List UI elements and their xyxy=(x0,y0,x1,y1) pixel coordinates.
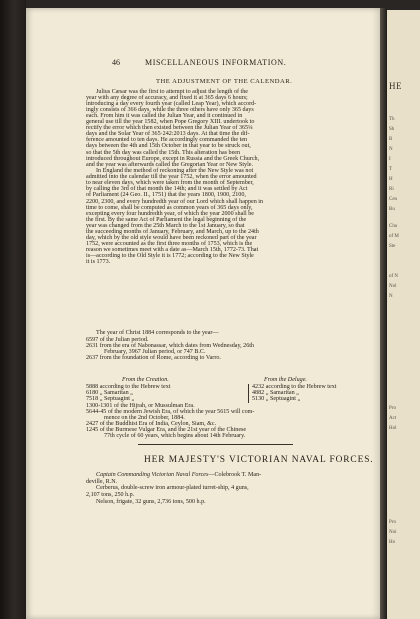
paragraph-line: each. From him it was called the Julian Year, and it continued in xyxy=(86,113,243,120)
deluge-row: 4232 according to the Hebrew text xyxy=(252,384,337,390)
paragraph-line: 1752, were accounted as the first three months of 1753, which is the xyxy=(86,240,253,247)
right-page-fragment: N xyxy=(389,147,393,152)
paragraph-line: In England the method of reckoning after the New Style was not xyxy=(96,168,254,175)
paragraph-line: days and the Solar Year of 365·242:2013 days. At that time the dif- xyxy=(86,131,250,138)
paragraph-line: day, which by the old style would have been reckoned part of the year xyxy=(86,234,257,241)
era-line: mence on the 2nd October, 1884. xyxy=(104,414,185,421)
creation-row: 5888 according to the Hebrew text xyxy=(86,384,171,390)
era-line: February, 3967 Julian period, or 747 B.C. xyxy=(104,349,206,356)
paragraph-line: year was changed from the 25th March to the 1st January, so that xyxy=(86,222,245,229)
paragraph-line: the succeeding months of January, February, and March, up to the 24th xyxy=(86,228,259,235)
era-line: 6597 of the Julian period. xyxy=(86,337,149,343)
paragraph-line: Julius Cæsar was the first to attempt to adjust the length of the xyxy=(96,89,248,95)
right-page-fragment: B xyxy=(389,137,393,142)
page-number: 46 xyxy=(112,58,120,67)
right-page-fragment: Ho xyxy=(389,540,396,545)
paragraph-line: introduced throughout Europe, except in Russia and the Greek Church, xyxy=(86,155,260,162)
creation-row: 7518 „ Septuagint „ xyxy=(86,396,135,403)
column-divider xyxy=(248,384,249,403)
era-line: 1300-1301 of the Hijrah, or Mussulman Era. xyxy=(86,402,195,409)
intro-line: The year of Christ 1884 corresponds to the year— xyxy=(96,330,219,336)
paragraph-line: ingly consists of 366 days, while the three others have only 365 days xyxy=(86,107,254,114)
right-page-fragment: Chu xyxy=(389,224,398,229)
right-page-fragment: I xyxy=(389,157,391,162)
era-line: 5644-45 of the modern Jewish Era, of which the year 5615 will com- xyxy=(86,408,255,415)
right-page-fragment: Cen xyxy=(389,197,398,202)
from-creation-heading: From the Creation. xyxy=(122,377,169,383)
naval-line: Cerberus, double-screw iron armour-plated turret-ship, 4 guns, xyxy=(96,485,249,492)
paragraph-line: days between the 4th and 15th October in that year to be struck out, xyxy=(86,143,251,150)
paragraph-line: the first. By the same Act of Parliament the legal beginning of the xyxy=(86,216,247,223)
right-page-edge xyxy=(387,10,420,619)
naval-line: 2,107 tons, 250 h.p. xyxy=(86,491,135,498)
deluge-row: 4882 „ Samaritan „ xyxy=(252,390,299,397)
paragraph-line: it is 1773. xyxy=(86,259,111,265)
right-page-fragment: H xyxy=(389,177,393,182)
commander-name: —Colebrook T. Man- xyxy=(208,472,262,478)
right-page-fragment: HE xyxy=(389,81,402,91)
right-page-fragment: Noi xyxy=(389,530,397,535)
paragraph-line: so that the 5th day was called the 15th. This alteration has been xyxy=(86,149,241,156)
right-page-fragment: T xyxy=(389,167,393,172)
paragraph-line: excepting every four hundredth year, of which the year 2000 shall be xyxy=(86,210,254,217)
from-deluge-heading: From the Deluge. xyxy=(264,377,307,383)
paragraph-line: is—according to the Old Style it is 1772; according to the New Style xyxy=(86,252,254,259)
right-page-fragment: Pro xyxy=(389,406,396,411)
paragraph-line: admitted into the calendar till the year 1752, when the error amounted xyxy=(86,174,257,181)
creation-row: 6180 „ Samaritan „ xyxy=(86,390,133,397)
era-line: 1245 of the Burmese Vulgar Era, and the 21st year of the Chinese xyxy=(86,426,247,433)
right-page-fragment: Ste xyxy=(389,244,396,249)
era-line: 2637 from the foundation of Rome, according to Varro. xyxy=(86,355,221,362)
naval-line: Nelson, frigate, 32 guns, 2,736 tons, 500 h.p. xyxy=(96,498,206,505)
section-divider xyxy=(138,444,293,445)
commander-title: Captain Commanding Victorian Naval Forces xyxy=(96,472,209,478)
right-page-fragment: N xyxy=(389,294,393,299)
book-spine xyxy=(0,0,26,619)
paragraph-line: rectify the error which then existed between the Julian Year of 365¼ xyxy=(86,125,253,132)
paragraph-line: to near eleven days, which were taken from the month of September, xyxy=(86,180,254,187)
era-line: 2631 from the era of Nabonassar, which dates from Wednesday, 26th xyxy=(86,343,254,350)
paragraph-line: of Parliament (24 Geo. II., 1751) that the years 1800, 1900, 2100, xyxy=(86,192,246,199)
right-page-fragment: of N xyxy=(389,274,399,279)
era-line: 77th cycle of 60 years, which begins about 14th February. xyxy=(104,432,246,439)
section-title-naval-forces: HER MAJESTY'S VICTORIAN NAVAL FORCES. xyxy=(144,455,374,465)
paragraph-line: introducing a day every fourth year (called Leap Year), which accord- xyxy=(86,101,257,108)
paragraph-line: ference amounted to ten days. He accordingly commanded the ten xyxy=(86,137,248,144)
paragraph-line: time to come, shall be computed as common years of 365 days only, xyxy=(86,204,253,211)
naval-line: deville, R.N. xyxy=(86,478,118,485)
right-page-fragment: Pro xyxy=(389,520,396,525)
era-line: 2427 of the Buddhist Era of India, Ceylon, Siam, &c. xyxy=(86,420,217,427)
paragraph-line: year with any degree of accuracy, and fixed it at 365 days 6 hours; xyxy=(86,95,248,102)
section-title-calendar: THE ADJUSTMENT OF THE CALENDAR. xyxy=(156,78,293,85)
right-page-fragment: Hol xyxy=(389,426,397,431)
paragraph-line: reason we sometimes meet with a date as—March 15th, 1772-73. That xyxy=(86,246,259,253)
deluge-row: 5130 „ Septuagint „ xyxy=(252,396,301,403)
naval-commander-line xyxy=(96,472,261,479)
paragraph-line: and the year was afterwards called the Gregorian Year or New Style. xyxy=(86,161,254,168)
paragraph-line: general use till the year 1582, when Pope Gregory XIII. undertook to xyxy=(86,119,255,126)
right-page-fragment: of M xyxy=(389,234,399,239)
paragraph-line: by calling the 3rd of that month the 14th; and it was settled by Act xyxy=(86,186,248,193)
right-page-fragment: Ri xyxy=(389,187,394,192)
right-page-fragment: Nol xyxy=(389,284,397,289)
paragraph-line: 2200, 2300, and every hundredth year of our Lord which shall happen in xyxy=(86,198,264,205)
right-page-fragment: Sh xyxy=(389,127,395,132)
right-page-fragment: Bu xyxy=(389,207,395,212)
right-page-fragment: Th xyxy=(389,117,395,122)
book-page xyxy=(26,8,380,619)
page-gutter xyxy=(380,8,387,619)
running-head: MISCELLANEOUS INFORMATION. xyxy=(145,58,287,67)
right-page-fragment: Act xyxy=(389,416,397,421)
